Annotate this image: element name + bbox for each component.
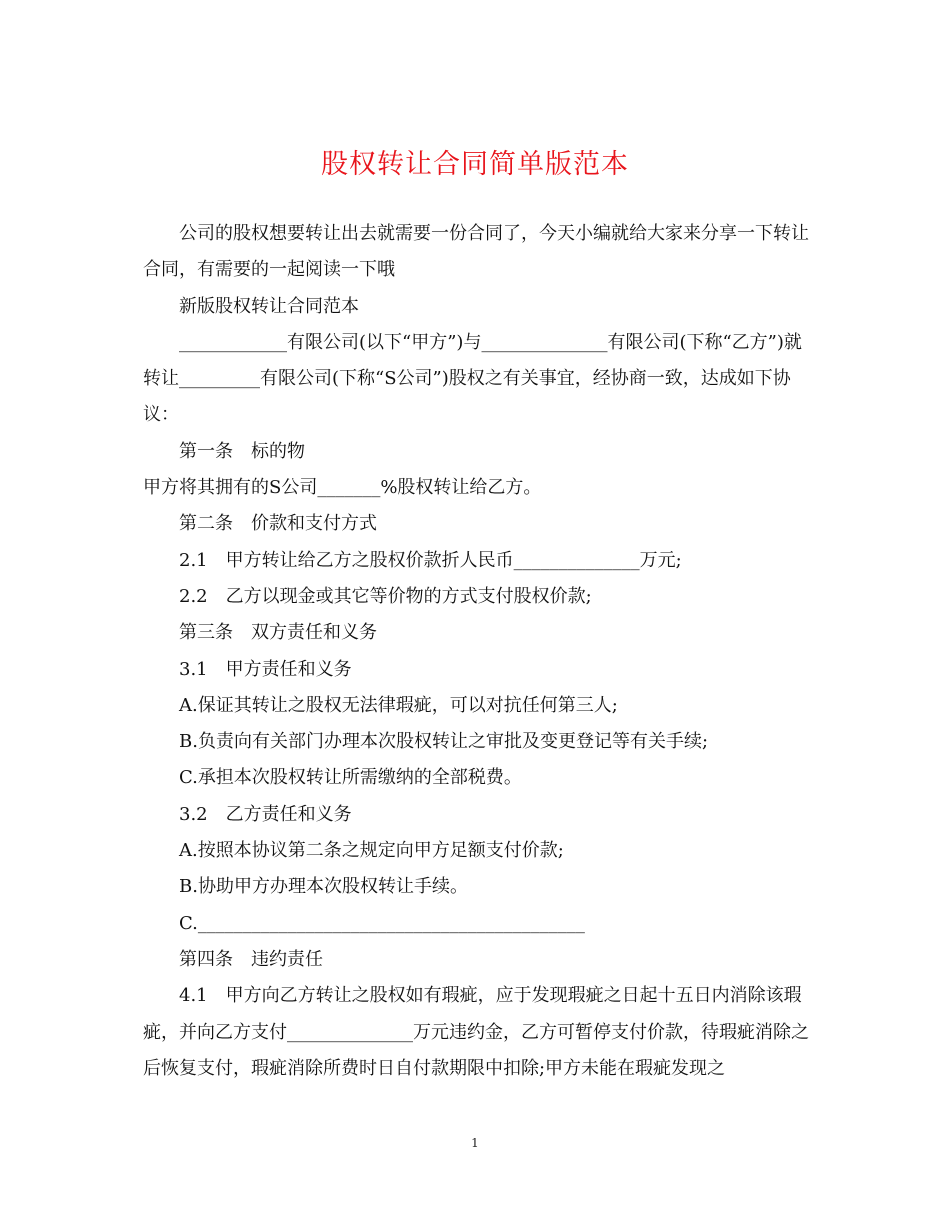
clause-3-1-b: B.负责向有关部门办理本次股权转让之审批及变更登记等有关手续;	[179, 731, 709, 753]
clause-4-1: 4.1 甲方向乙方转让之股权如有瑕疵，应于发现瑕疵之日起十五日内消除该瑕疵，并向乙方支付______________万元违约金，乙方可暂停支付价款，待瑕疵消除之后恢复支付，瑕疵消除所费时日自付款期限中扣除;甲方未能在瑕疵发现之	[143, 985, 809, 1079]
paragraph-subtitle: 新版股权转让合同范本	[179, 295, 359, 317]
page-number: 1	[471, 1136, 479, 1150]
clause-3-1-a: A.保证其转让之股权无法律瑕疵，可以对抗任何第三人;	[179, 694, 618, 716]
paragraph-parties: ____________有限公司(以下“甲方”)与______________有限公司(下称“乙方”)就转让_________有限公司(下称“S公司”)股权之有关事宜，经协商一致，达成如下协议：	[143, 331, 802, 426]
paragraph-intro: 公司的股权想要转让出去就需要一份合同了，今天小编就给大家来分享一下转让合同，有需要的一起阅读一下哦	[143, 223, 809, 281]
article-3-heading: 第三条 双方责任和义务	[179, 622, 377, 644]
clause-3-2-a: A.按照本协议第二条之规定向甲方足额支付价款;	[179, 840, 564, 862]
article-1-heading: 第一条 标的物	[179, 440, 305, 462]
clause-2-1: 2.1 甲方转让给乙方之股权价款折人民币______________万元;	[179, 549, 682, 571]
clause-3-1-c: C.承担本次股权转让所需缴纳的全部税费。	[179, 767, 522, 789]
article-4-heading: 第四条 违约责任	[179, 948, 323, 970]
document-title: 股权转让合同简单版范本	[321, 149, 629, 180]
clause-3-2-c: C.___________________________________________	[179, 912, 585, 934]
clause-2-2: 2.2 乙方以现金或其它等价物的方式支付股权价款;	[179, 585, 592, 607]
clause-3-2: 3.2 乙方责任和义务	[179, 803, 352, 825]
clause-3-1: 3.1 甲方责任和义务	[179, 658, 352, 680]
article-1-content: 甲方将其拥有的S公司_______%股权转让给乙方。	[143, 477, 542, 499]
document-body	[143, 216, 811, 1087]
article-2-heading: 第二条 价款和支付方式	[179, 513, 377, 535]
clause-3-2-b: B.协助甲方办理本次股权转让手续。	[179, 876, 468, 898]
